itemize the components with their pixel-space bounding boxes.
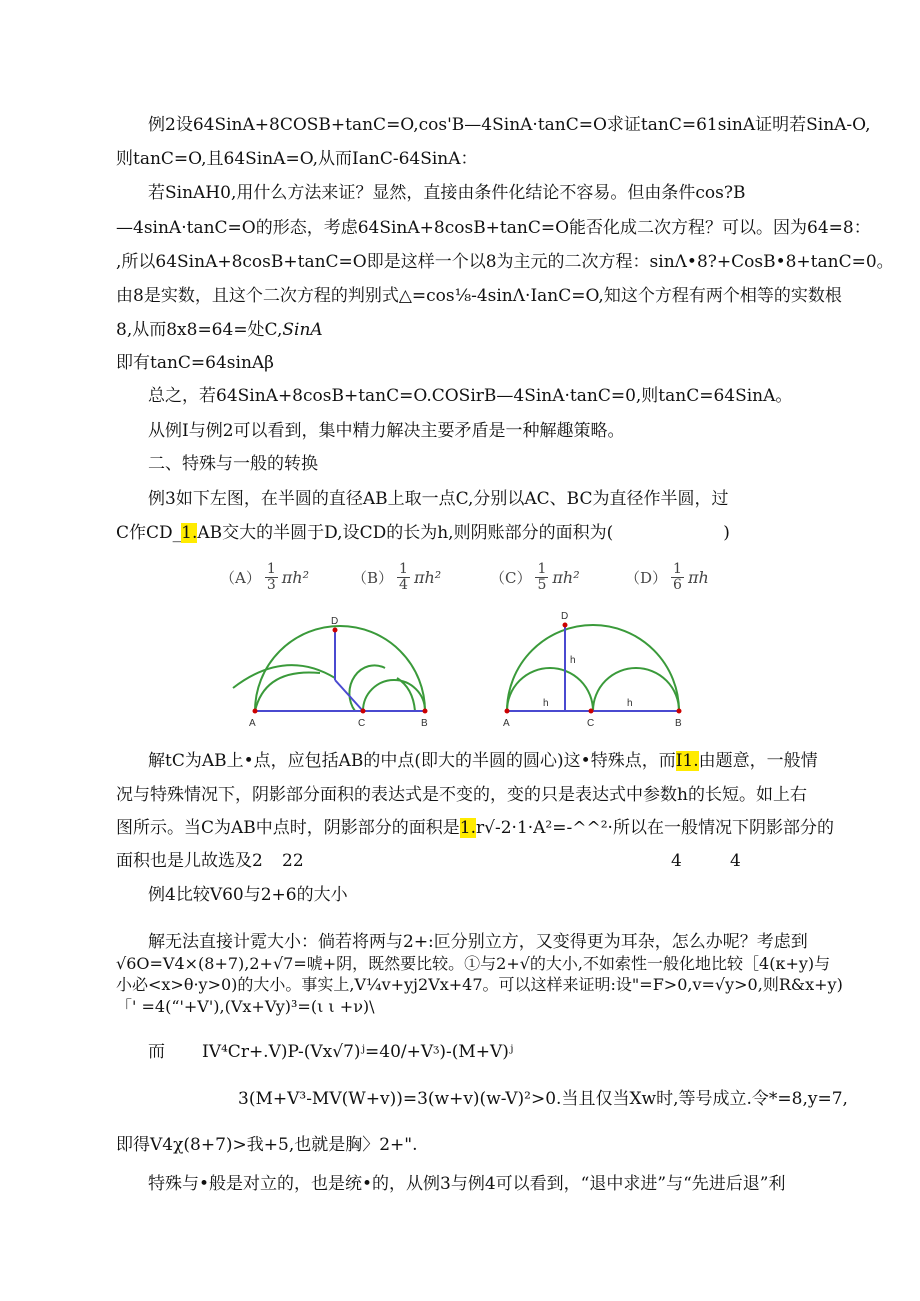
left-point-d [333, 628, 338, 633]
line-16-b: r√-2·1·A²=-^^²·所以在一般情况下阴影部分的 [476, 818, 834, 838]
line-21: 小必<x>θ·y>0)的大小。事实上,V¼v+yj2Vx+47。可以这样来证明:设"=F>0,v=√y>0,则R&x+y) [116, 975, 843, 994]
choice-d-expr: πh [687, 568, 709, 587]
answer-choices [220, 562, 740, 602]
line-13-a: C作CD_ [116, 523, 182, 543]
line-9: 总之，若64SinA+8cosB+tanC=O.COSirB—4SinA·tanC=0,则tanC=64SinA。 [148, 386, 793, 406]
line-14 [148, 750, 818, 772]
left-point-b [423, 709, 428, 714]
right-point-d [563, 623, 568, 628]
right-right-semicircle [593, 668, 679, 711]
choice-b-fraction [397, 562, 410, 593]
line-5: ,所以64SinA+8cosB+tanC=O即是这样一个以8为主元的二次方程：sinΛ•8?+CosB•8+tanC=0。 [116, 252, 894, 272]
choice-c-den: 5 [537, 577, 547, 593]
line-17-a: 面积也是儿故选及2 [116, 851, 263, 871]
right-label-d: D [561, 611, 569, 622]
choice-a-num: 1 [266, 561, 276, 577]
choice-b-den: 4 [399, 577, 408, 593]
choice-b-label: （B） [352, 569, 394, 587]
right-label-h-left: h [543, 698, 549, 709]
right-point-b [677, 709, 682, 714]
line-23 [148, 1041, 708, 1063]
highlight-mark: 1. [181, 523, 198, 543]
line-8: 即有tanC=64sinAβ [116, 353, 275, 373]
left-mid-semicircle [349, 665, 385, 711]
choice-b-expr: πh² [413, 568, 442, 587]
left-right-semicircle [363, 680, 425, 711]
right-label-b: B [675, 718, 682, 729]
line-7-italic: SinA [282, 320, 323, 340]
highlight-mark-3: 1. [459, 818, 477, 838]
line-7-text: 8,从而8x8=64=处C, [116, 320, 283, 340]
choice-d-label: （D） [625, 569, 668, 587]
line-7 [116, 319, 323, 341]
left-cd-line-2 [335, 680, 363, 711]
line-10: 从例I与例2可以看到，集中精力解决主要矛盾是一种解趣策略。 [148, 421, 625, 441]
choice-d-num: 1 [673, 561, 682, 577]
choice-c [490, 562, 580, 593]
right-label-a: A [503, 718, 510, 729]
right-label-c: C [587, 718, 595, 729]
choice-a-fraction [265, 562, 278, 593]
left-label-d: D [331, 616, 339, 627]
section-heading: 二、特殊与一般的转换 [148, 454, 318, 474]
right-point-a [505, 709, 510, 714]
left-point-c [361, 709, 366, 714]
left-label-c: C [358, 718, 366, 729]
line-26: 特殊与•般是对立的，也是统•的，从例3与例4可以看到，“退中求进”与“先进后退”利 [148, 1174, 786, 1194]
line-18: 例4比较V60与2+6的大小 [148, 885, 348, 905]
choice-b-num: 1 [399, 561, 408, 577]
right-left-semicircle [507, 668, 593, 711]
choice-b [352, 562, 441, 593]
choice-c-fraction [535, 562, 548, 593]
choice-a-label: （A） [220, 569, 261, 587]
line-23-b: IV⁴Cr+.V)P-(Vx√7)ʲ=40/+Vᶾ)-(M+V)ʲ [202, 1042, 514, 1062]
line-1: 例2设64SinA+8COSB+tanC=O,cos'B—4SinA·tanC=O求证tanC=61sinA证明若SinA-O, [148, 115, 871, 135]
line-17-d: 4 [730, 851, 741, 871]
left-label-b: B [421, 718, 428, 729]
left-small-arc-2 [255, 672, 320, 711]
line-2: 则tanC=O,且64SinA=O,从而IanC-64SinA： [116, 149, 478, 169]
choice-c-label: （C） [490, 569, 532, 587]
right-label-h-right: h [627, 698, 633, 709]
line-14-b: 由题意，一般情 [698, 751, 818, 771]
line-13-b: AB交大的半圆于D,设CD的长为h,则阴账部分的面积为( [197, 523, 614, 543]
right-cd-line-2 [565, 625, 593, 711]
line-24: 3(M+V³-MV(W+v))=3(w+v)(w-V)²>0.当且仅当Xw时,等号成立.令*=8,y=7, [238, 1089, 848, 1109]
line-14-a: 解tC为AB上•点，应包括AB的中点(即大的半圆的圆心)这•特殊点，而 [148, 751, 676, 771]
line-17-c: 4 [671, 851, 682, 871]
left-label-a: A [249, 718, 256, 729]
line-15: 况与特殊情况下，阴影部分面积的表达式是不变的，变的只是表达式中参数h的长短。如上右 [116, 785, 807, 805]
left-figure [233, 616, 428, 729]
line-20: √6O=V4×(8+7),2+√7=唬+阴，既然要比较。①与2+√的大小,不如索性一般化地比较［4(κ+y)与 [116, 954, 831, 973]
line-16-a: 图所示。当C为AB中点时，阴影部分的面积是 [116, 818, 460, 838]
left-big-semicircle [255, 626, 425, 711]
line-4: —4sinA·tanC=O的形态，考虑64SinA+8cosB+tanC=O能否化成二次方程？可以。因为64=8： [116, 218, 871, 238]
choice-c-num: 1 [537, 561, 547, 577]
line-16 [116, 817, 834, 839]
choice-d-fraction [671, 562, 684, 593]
line-19: 解无法直接计霓大小：倘若将两与2+:叵分别立方，又变得更为耳杂，怎么办呢？考虑到 [148, 932, 808, 952]
right-big-semicircle [507, 625, 679, 711]
choice-a-den: 3 [266, 577, 276, 593]
choice-a [220, 562, 309, 593]
line-13 [116, 522, 730, 544]
line-13-c: ) [723, 523, 730, 543]
semicircle-figures [225, 608, 705, 733]
choice-d [625, 562, 709, 593]
right-figure [503, 611, 682, 729]
line-12: 例3如下左图，在半圆的直径AB上取一点C,分别以AC、BC为直径作半圆，过 [148, 489, 729, 509]
line-22 [116, 996, 375, 1018]
line-3: 若SinAH0,用什么方法来证？显然，直接由条件化结论不容易。但由条件cos?B [148, 183, 746, 203]
line-6: 由8是实数，且这个二次方程的判别式△=cos⅛-4sinΛ·IanC=O,知这个方程有两个相等的实数根 [116, 286, 842, 306]
line-23-a: 而 [148, 1042, 165, 1062]
line-22-b: ,(Vx+Vy)³=(ι ι +ν)\ [219, 997, 375, 1016]
choice-d-den: 6 [673, 577, 682, 593]
choice-a-expr: πh² [281, 568, 309, 587]
line-25: 即得V4χ(8+7)>我+5,也就是胸〉2+". [116, 1135, 418, 1155]
line-17-b: 22 [282, 851, 304, 871]
line-17 [116, 850, 776, 872]
highlight-mark-2: I1. [675, 751, 699, 771]
right-point-c [589, 709, 594, 714]
choice-c-expr: πh² [552, 568, 580, 587]
left-point-a [253, 709, 258, 714]
right-label-h-vertical: h [570, 655, 576, 666]
line-22-a: 「' =4(“'+V') [116, 997, 220, 1016]
